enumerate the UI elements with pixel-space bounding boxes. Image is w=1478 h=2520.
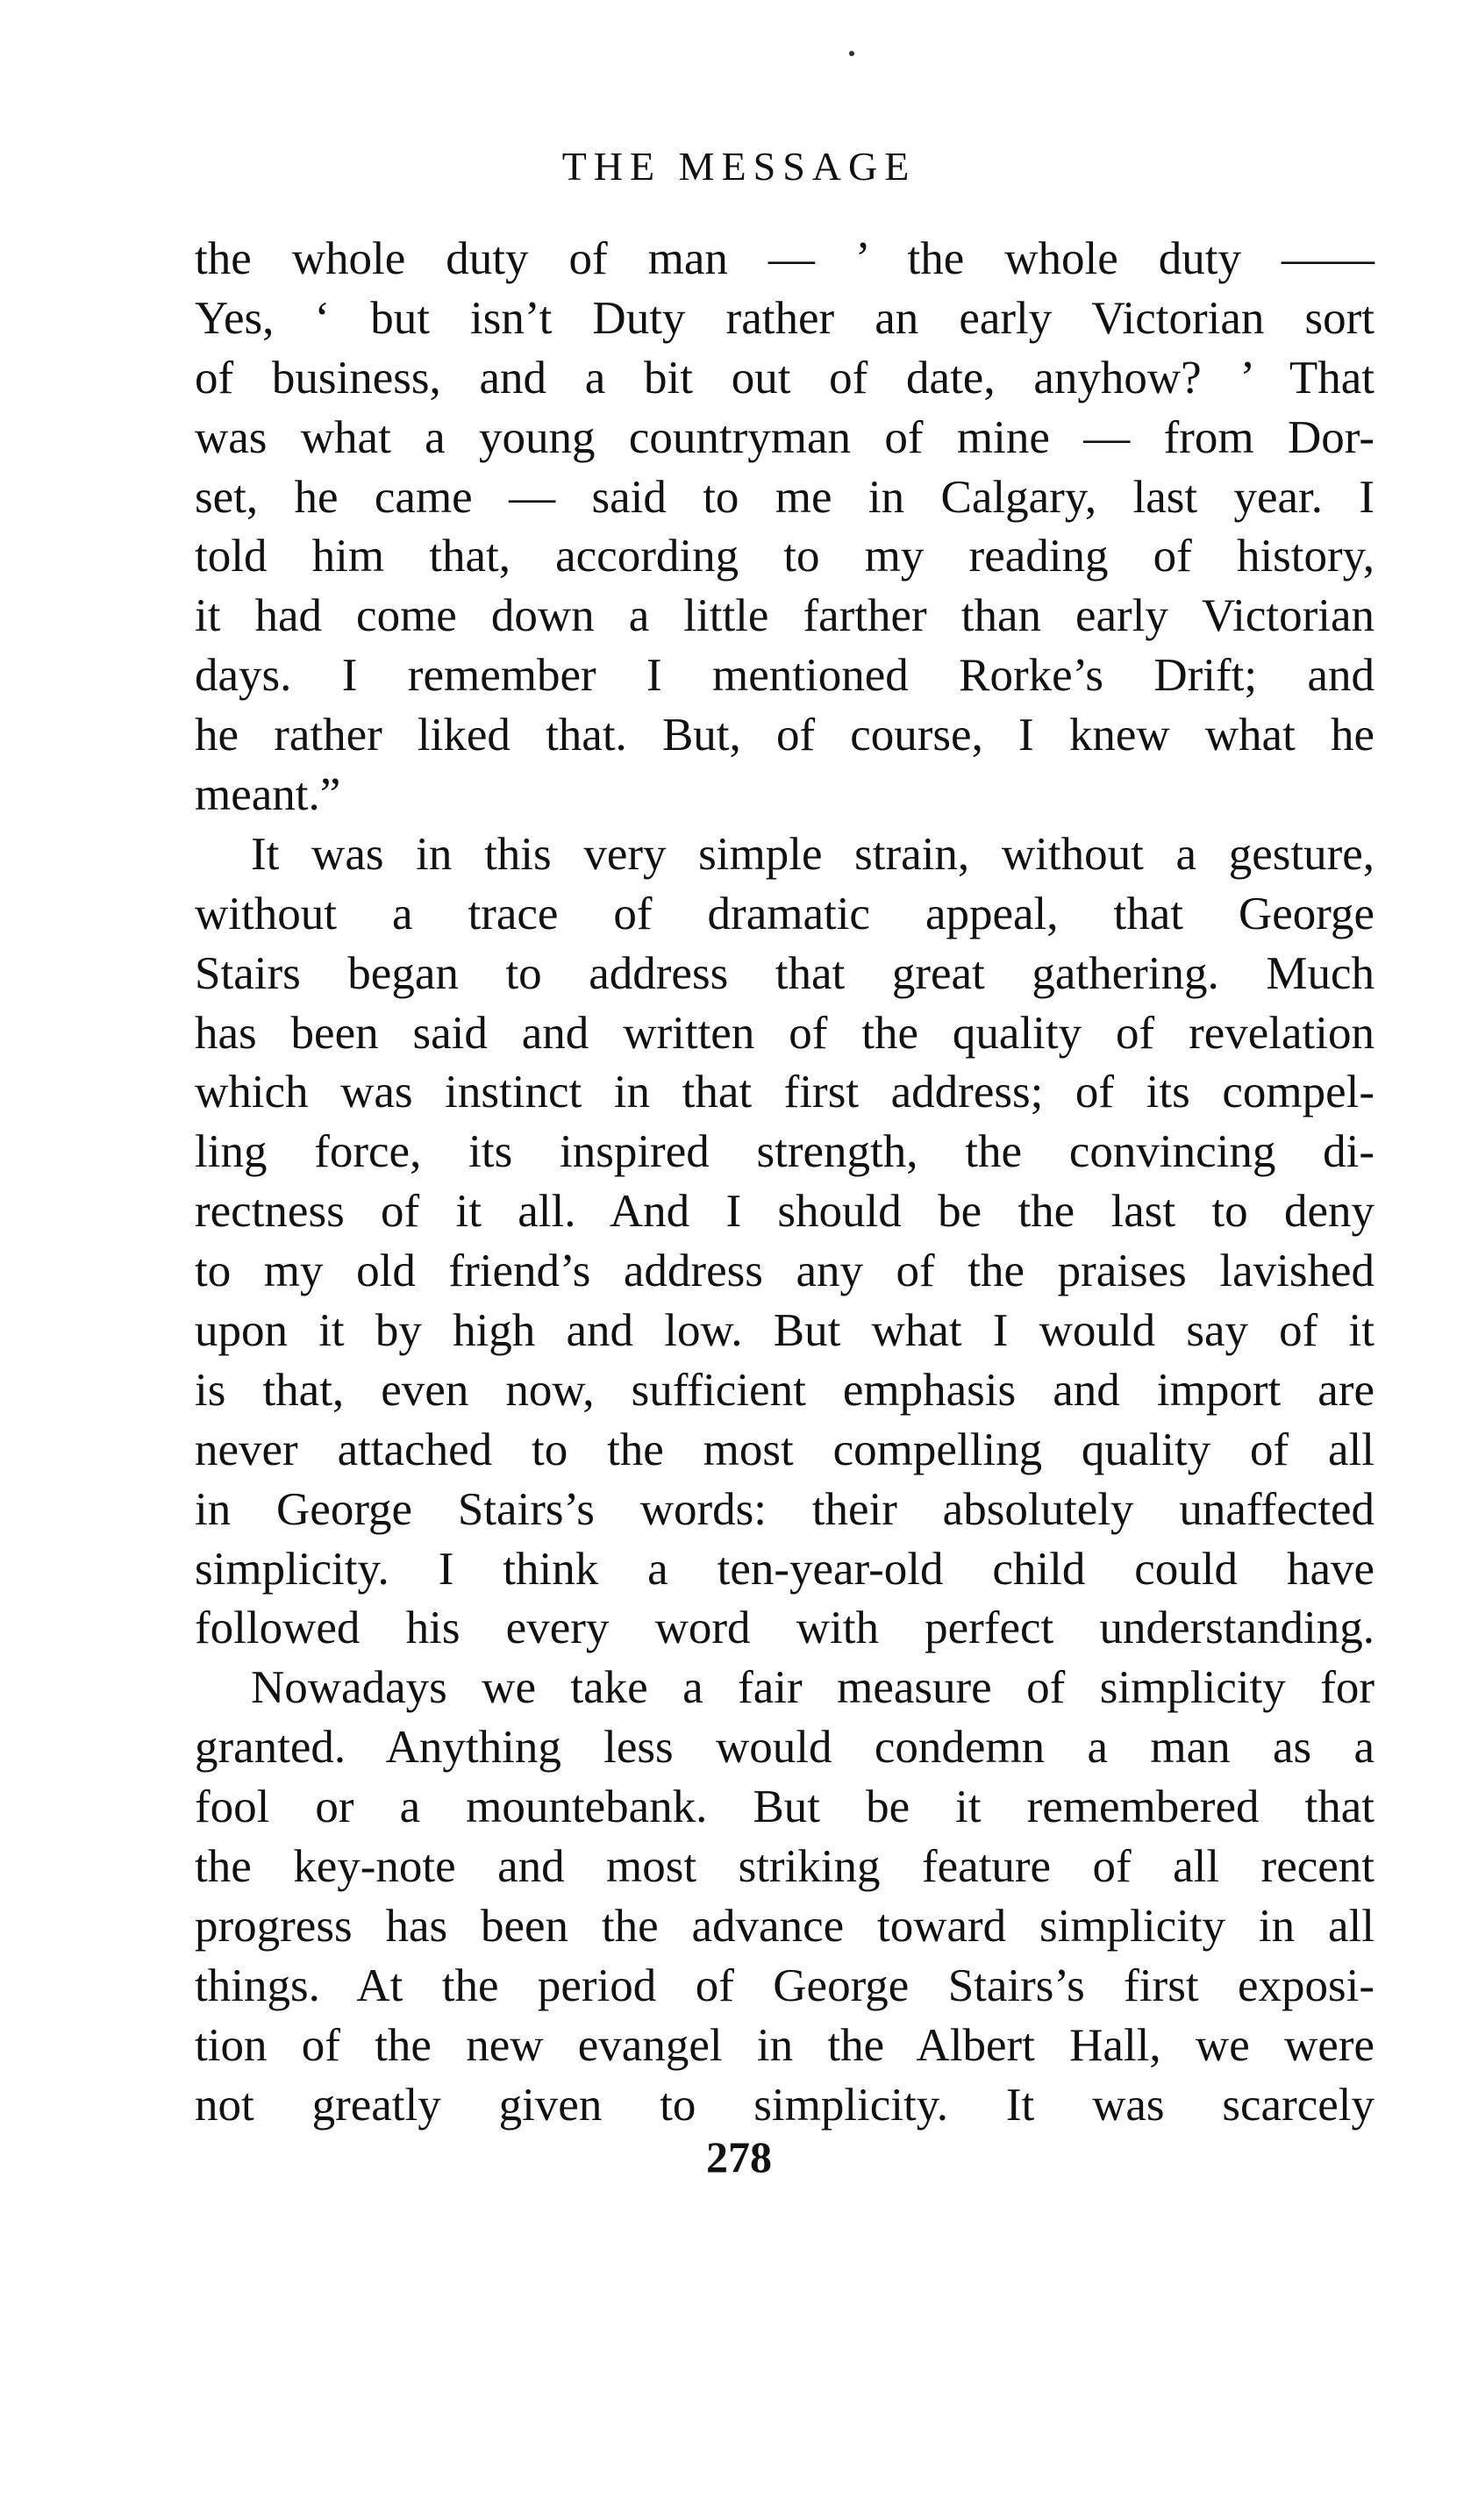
text-line: the key-note and most striking feature of all recent bbox=[195, 1841, 1374, 1893]
text-line: rectness of it all. And I should be the last to deny bbox=[195, 1186, 1374, 1238]
text-line: tion of the new evangel in the Albert Hall, we were bbox=[195, 2019, 1374, 2071]
text-line: has been said and written of the quality of revelation bbox=[195, 1007, 1374, 1059]
text-line: days. I remember I mentioned Rorke’s Drift; and bbox=[195, 650, 1374, 702]
text-line: fool or a mountebank. But be it remembered that bbox=[195, 1781, 1374, 1833]
text-line: simplicity. I think a ten-year-old child could have bbox=[195, 1543, 1374, 1595]
text-line: set, he came — said to me in Calgary, last year. I bbox=[195, 471, 1374, 523]
text-line: to my old friend’s address any of the praises lavished bbox=[195, 1246, 1374, 1297]
text-line: which was instinct in that first address; of its compel- bbox=[195, 1067, 1374, 1118]
text-line: was what a young countryman of mine — from Dor- bbox=[195, 411, 1374, 463]
text-line: meant.” bbox=[195, 769, 341, 821]
page-body-text bbox=[195, 230, 1374, 2136]
text-line: it had come down a little farther than early Victorian bbox=[195, 590, 1374, 642]
text-line: told him that, according to my reading of history, bbox=[195, 531, 1374, 582]
text-line: Yes, ‘ but isn’t Duty rather an early Victorian sort bbox=[195, 292, 1374, 344]
text-line: Stairs began to address that great gathering. Much bbox=[195, 947, 1374, 999]
text-line: things. At the period of George Stairs’s first exposi- bbox=[195, 1960, 1374, 2011]
text-line: never attached to the most compelling quality of all bbox=[195, 1424, 1374, 1475]
page-number: 278 bbox=[706, 2132, 772, 2181]
speck-mark bbox=[849, 51, 854, 56]
text-line: upon it by high and low. But what I would say of it bbox=[195, 1305, 1374, 1357]
running-header: THE MESSAGE bbox=[561, 144, 917, 189]
text-line: of business, and a bit out of date, anyhow? ’ That bbox=[195, 352, 1374, 403]
text-line: he rather liked that. But, of course, I knew what he bbox=[195, 710, 1374, 761]
text-line: It was in this very simple strain, without a gesture, bbox=[251, 828, 1374, 880]
text-line: in George Stairs’s words: their absolutely unaffected bbox=[195, 1483, 1374, 1535]
text-line: granted. Anything less would condemn a man as a bbox=[195, 1722, 1374, 1774]
text-line: ling force, its inspired strength, the convincing di- bbox=[195, 1126, 1374, 1178]
text-line: Nowadays we take a fair measure of simplicity for bbox=[251, 1662, 1374, 1714]
text-line: the whole duty of man — ’ the whole duty —— bbox=[195, 233, 1374, 284]
text-line: without a trace of dramatic appeal, that George bbox=[195, 888, 1374, 939]
text-line: followed his every word with perfect understanding. bbox=[195, 1603, 1374, 1654]
text-line: not greatly given to simplicity. It was scarcely bbox=[195, 2079, 1374, 2131]
text-line: is that, even now, sufficient emphasis and import are bbox=[195, 1364, 1374, 1416]
text-line: progress has been the advance toward simplicity in all bbox=[195, 1900, 1374, 1952]
